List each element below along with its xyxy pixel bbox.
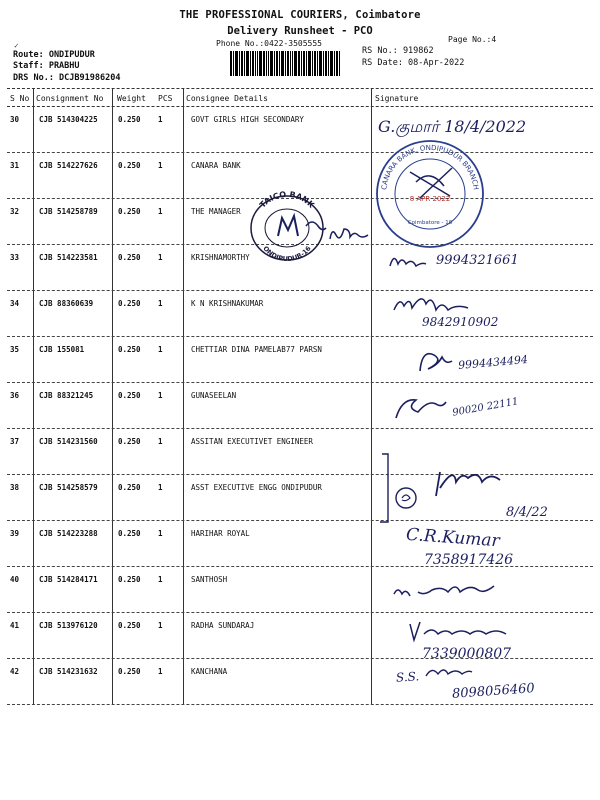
signature-row-32 [328,225,372,245]
tick-mark-icon: ✓ [14,41,19,50]
signature-row-39: C.R.Kumar [405,524,501,552]
row-sno: 34 [10,299,20,308]
row-consignee: GUNASEELAN [191,391,237,400]
row-consignment: CJB 514227626 [39,161,98,170]
row-sno: 39 [10,529,20,538]
rs-number: RS No.: 919862 [362,46,434,56]
row-pcs: 1 [158,115,163,124]
row-weight: 0.250 [118,115,141,124]
col-header-pcs: PCS [158,94,173,103]
row-consignee: KANCHANA [191,667,228,676]
row-consignee: SANTHOSH [191,575,228,584]
phone-number: Phone No.:0422-3505555 [216,39,322,48]
row-weight: 0.250 [118,667,141,676]
row-consignee: KRISHNAMORTHY [191,253,250,262]
row-pcs: 1 [158,207,163,216]
row-weight: 0.250 [118,437,141,446]
row-weight: 0.250 [118,161,141,170]
row-weight: 0.250 [118,575,141,584]
row-consignment: CJB 514258789 [39,207,98,216]
signature-row-30: G.குமார் 18/4/2022 [378,117,527,136]
row-sno: 30 [10,115,20,124]
row-consignee: GOVT GIRLS HIGH SECONDARY [191,115,304,124]
signature-row-41-mark [406,618,526,644]
row-sno: 38 [10,483,20,492]
row-consignee: RADHA SUNDARAJ [191,621,255,630]
company-title: THE PROFESSIONAL COURIERS, Coimbatore [179,9,421,21]
row-pcs: 1 [158,345,163,354]
page-number: Page No.:4 [448,35,497,44]
runsheet-title: Delivery Runsheet - PCO [227,25,373,37]
bank-seal-stamp [246,190,328,262]
seal-top-text: TAICO BANK [257,190,317,210]
signature-row-36-mark [392,392,448,424]
row-consignment: CJB 514304225 [39,115,98,124]
row-consignee: ASST EXECUTIVE ENGG ONDIPUDUR [191,483,322,492]
row-weight: 0.250 [118,529,141,538]
signature-row-33: 9994321661 [436,253,519,268]
row-consignment: CJB 514231632 [39,667,98,676]
signature-row-35-mark [416,347,454,377]
row-pcs: 1 [158,253,163,262]
row-pcs: 1 [158,667,163,676]
row-pcs: 1 [158,529,163,538]
row-sno: 35 [10,345,20,354]
signature-row-33-mark [388,250,428,272]
row-consignment: CJB 514231560 [39,437,98,446]
canara-stamp-date: 8 APR 2022 [409,195,451,203]
signature-row-38: 8/4/22 [506,505,548,520]
row-weight: 0.250 [118,621,141,630]
row-consignee: HARIHAR ROYAL [191,529,250,538]
row-sno: 37 [10,437,20,446]
row-pcs: 1 [158,161,163,170]
row-pcs: 1 [158,391,163,400]
row-consignment: CJB 88360639 [39,299,94,308]
row-consignment: CJB 513976120 [39,621,98,630]
signature-row-41: 7339000807 [422,646,512,662]
signature-row-42-mark [424,662,474,682]
signature-row-34: 9842910902 [422,315,499,329]
col-header-signature: Signature [375,94,419,103]
signature-row-42-phone: 8098056460 [451,681,536,702]
row-consignment: CJB 88321245 [39,391,94,400]
row-weight: 0.250 [118,483,141,492]
row-consignee: THE MANAGER [191,207,241,216]
row-sno: 41 [10,621,20,630]
canara-stamp-city: Coimbatore - 16 [407,220,453,226]
col-header-consignee: Consignee Details [186,94,268,103]
seal-bottom-text: ONDIPUDUR-16 [261,244,313,262]
canara-ring-text: CANARA BANK, ONDIPUDUR BRANCH [380,143,480,191]
canara-bank-stamp [372,138,488,250]
row-weight: 0.250 [118,207,141,216]
route-label: Route: ONDIPUDUR [13,50,95,60]
row-weight: 0.250 [118,253,141,262]
row-consignment: CJB 155081 [39,345,85,354]
signature-row-40-mark [392,580,512,604]
col-header-weight: Weight [117,94,146,103]
row-pcs: 1 [158,621,163,630]
row-pcs: 1 [158,437,163,446]
row-consignment: CJB 514258579 [39,483,98,492]
row-sno: 42 [10,667,20,676]
row-consignee: ASSITAN EXECUTIVET ENGINEER [191,437,313,446]
barcode-image [230,51,340,76]
row-pcs: 1 [158,299,163,308]
table-row [0,291,600,337]
row-consignee: CHETTIAR DINA PAMELAB77 PARSN [191,345,322,354]
signature-row-36: 90020 22111 [451,396,520,419]
row-sno: 32 [10,207,20,216]
row-divider [7,704,593,705]
row-pcs: 1 [158,575,163,584]
rs-date: RS Date: 08-Apr-2022 [362,58,465,68]
signature-row-39-phone: 7358917426 [424,552,514,568]
row-weight: 0.250 [118,299,141,308]
row-weight: 0.250 [118,391,141,400]
row-consignment: CJB 514284171 [39,575,98,584]
row-consignee: K N KRISHNAKUMAR [191,299,264,308]
row-sno: 40 [10,575,20,584]
row-consignee: CANARA BANK [191,161,241,170]
col-header-consignment: Consignment No [36,94,104,103]
staff-label: Staff: PRABHU [13,61,80,71]
row-pcs: 1 [158,483,163,492]
table-top-rule [7,88,593,89]
svg-text:TAICO BANK [258,190,317,210]
signature-row-35: 9994434494 [457,352,529,373]
row-sno: 36 [10,391,20,400]
signature-row-42: S.S. [395,669,420,685]
row-weight: 0.250 [118,345,141,354]
row-consignment: CJB 514223581 [39,253,98,262]
drs-number: DRS No.: DCJB91986204 [13,73,121,83]
signature-row-34-mark [392,290,472,316]
row-sno: 31 [10,161,20,170]
col-header-sno: S No [10,94,30,103]
row-consignment: CJB 514223288 [39,529,98,538]
row-sno: 33 [10,253,20,262]
